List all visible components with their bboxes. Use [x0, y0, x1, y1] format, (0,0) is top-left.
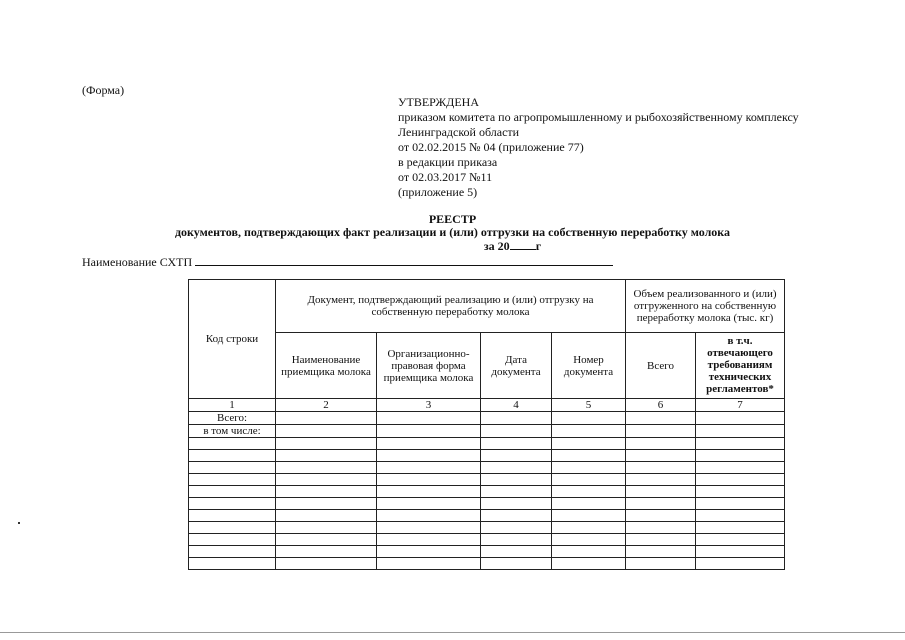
reporting-period: [60, 239, 905, 254]
table-cell[interactable]: [552, 438, 626, 450]
table-cell[interactable]: [552, 450, 626, 462]
table-cell[interactable]: [552, 486, 626, 498]
table-cell[interactable]: [552, 474, 626, 486]
year-blank-field[interactable]: [510, 239, 536, 250]
header-receiver-name: Наименование приемщика молока: [276, 333, 377, 399]
row-code-cell[interactable]: [189, 498, 276, 510]
table-cell[interactable]: [481, 438, 552, 450]
table-row: [189, 462, 785, 474]
table-cell[interactable]: [276, 534, 377, 546]
table-row: [189, 412, 785, 425]
table-cell[interactable]: [276, 450, 377, 462]
table-cell[interactable]: [481, 474, 552, 486]
form-label: (Форма): [82, 83, 125, 97]
table-row: [189, 558, 785, 570]
table-cell[interactable]: [276, 498, 377, 510]
row-code-cell[interactable]: [189, 486, 276, 498]
table-cell[interactable]: [276, 412, 377, 425]
table-cell[interactable]: [626, 412, 696, 425]
header-compliant: в т.ч. отвечающего требованиям технических регламентов*: [696, 333, 785, 399]
table-cell[interactable]: [481, 450, 552, 462]
table-cell[interactable]: [377, 510, 481, 522]
approval-line: от 02.03.2017 №11: [398, 170, 493, 184]
table-cell[interactable]: [626, 486, 696, 498]
table-cell[interactable]: [626, 438, 696, 450]
table-cell[interactable]: [696, 546, 785, 558]
column-number-row: [189, 399, 785, 412]
organization-name-field[interactable]: [195, 254, 613, 266]
table-cell[interactable]: [552, 558, 626, 570]
table-cell[interactable]: [552, 498, 626, 510]
table-row: [189, 498, 785, 510]
table-cell[interactable]: [696, 558, 785, 570]
row-code-cell[interactable]: [189, 474, 276, 486]
table-cell[interactable]: [696, 510, 785, 522]
table-cell[interactable]: [626, 474, 696, 486]
table-cell[interactable]: [276, 438, 377, 450]
table-row: [189, 438, 785, 450]
header-legal-form: Организационно-правовая форма приемщика молока: [377, 333, 481, 399]
table-row: [189, 534, 785, 546]
table-cell[interactable]: [276, 425, 377, 438]
table-cell[interactable]: [696, 534, 785, 546]
column-number: 4: [481, 399, 552, 412]
table-cell[interactable]: [696, 498, 785, 510]
table-cell[interactable]: [377, 522, 481, 534]
table-cell[interactable]: [481, 412, 552, 425]
table-cell[interactable]: [377, 462, 481, 474]
table-row: [189, 450, 785, 462]
registry-table: [188, 279, 785, 570]
period-prefix: за 20: [483, 239, 510, 253]
table-cell[interactable]: [552, 534, 626, 546]
document-title: РЕЕСТР: [428, 212, 477, 226]
approval-block: [398, 95, 799, 200]
table-cell[interactable]: [696, 486, 785, 498]
row-code-cell[interactable]: [189, 558, 276, 570]
approval-line: приказом комитета по агропромышленному и рыбохозяйственному комплексу: [398, 110, 799, 124]
table-cell[interactable]: [626, 510, 696, 522]
table-cell[interactable]: [626, 534, 696, 546]
row-code-cell[interactable]: Всего:: [189, 412, 276, 425]
table-cell[interactable]: [626, 546, 696, 558]
table-cell[interactable]: [377, 558, 481, 570]
row-code-cell[interactable]: [189, 462, 276, 474]
row-code-cell[interactable]: [189, 510, 276, 522]
approval-line: УТВЕРЖДЕНА: [398, 95, 480, 109]
table-cell[interactable]: [377, 474, 481, 486]
table-row: [189, 486, 785, 498]
table-cell[interactable]: [276, 558, 377, 570]
table-cell[interactable]: [696, 412, 785, 425]
table-cell[interactable]: [552, 522, 626, 534]
table-cell[interactable]: [552, 412, 626, 425]
table-cell[interactable]: [276, 522, 377, 534]
column-number: 2: [276, 399, 377, 412]
table-cell[interactable]: [626, 462, 696, 474]
approval-line: от 02.02.2015 № 04 (приложение 77): [398, 140, 584, 154]
table-cell[interactable]: [696, 425, 785, 438]
table-cell[interactable]: [626, 450, 696, 462]
table-row: [189, 510, 785, 522]
table-cell[interactable]: [481, 462, 552, 474]
table-cell[interactable]: [696, 474, 785, 486]
approval-line: Ленинградской области: [398, 125, 520, 139]
row-code-cell[interactable]: [189, 546, 276, 558]
table-cell[interactable]: [696, 522, 785, 534]
table-cell[interactable]: [552, 425, 626, 438]
table-cell[interactable]: [377, 486, 481, 498]
scan-speck: [18, 522, 20, 524]
column-number: 7: [696, 399, 785, 412]
table-cell[interactable]: [481, 534, 552, 546]
table-cell[interactable]: [481, 510, 552, 522]
table-cell[interactable]: [481, 546, 552, 558]
table-cell[interactable]: [696, 450, 785, 462]
header-volume-group: Объем реализованного и (или) отгруженного на собственную переработку молока (тыс. кг): [626, 280, 785, 333]
table-row: [189, 425, 785, 438]
table-cell[interactable]: [276, 462, 377, 474]
table-cell[interactable]: [276, 546, 377, 558]
table-row: [189, 474, 785, 486]
document-subtitle: документов, подтверждающих факт реализации и (или) отгрузки на собственную переработку молока: [174, 225, 731, 239]
approval-line: в редакции приказа: [398, 155, 498, 169]
table-cell[interactable]: [626, 425, 696, 438]
table-cell[interactable]: [552, 462, 626, 474]
column-number: 3: [377, 399, 481, 412]
table-cell[interactable]: [276, 474, 377, 486]
table-cell[interactable]: [377, 450, 481, 462]
row-code-cell[interactable]: [189, 522, 276, 534]
organization-label: Наименование СХТП: [82, 255, 193, 269]
header-row-code: Код строки: [189, 280, 276, 399]
table-cell[interactable]: [626, 498, 696, 510]
page-bottom-rule: [0, 632, 905, 633]
table-cell[interactable]: [626, 522, 696, 534]
table-cell[interactable]: [696, 462, 785, 474]
table-cell[interactable]: [377, 438, 481, 450]
row-code-cell[interactable]: в том числе:: [189, 425, 276, 438]
table-cell[interactable]: [481, 498, 552, 510]
table-cell[interactable]: [276, 510, 377, 522]
table-cell[interactable]: [481, 522, 552, 534]
header-document-date: Дата документа: [481, 333, 552, 399]
column-number: 6: [626, 399, 696, 412]
table-cell[interactable]: [552, 510, 626, 522]
header-total: Всего: [626, 333, 696, 399]
column-number: 1: [189, 399, 276, 412]
approval-line: (приложение 5): [398, 185, 478, 199]
period-suffix: г: [535, 239, 542, 253]
table-cell[interactable]: [552, 546, 626, 558]
table-cell[interactable]: [481, 558, 552, 570]
table-cell[interactable]: [696, 438, 785, 450]
organization-row: [82, 254, 613, 270]
row-code-cell[interactable]: [189, 438, 276, 450]
table-cell[interactable]: [377, 412, 481, 425]
table-cell[interactable]: [481, 425, 552, 438]
table-cell[interactable]: [377, 546, 481, 558]
table-row: [189, 546, 785, 558]
row-code-cell[interactable]: [189, 450, 276, 462]
table-cell[interactable]: [377, 498, 481, 510]
table-cell[interactable]: [481, 486, 552, 498]
header-document-group: Документ, подтверждающий реализацию и (или) отгрузку на собственную переработку молока: [276, 280, 626, 333]
header-document-number: Номер документа: [552, 333, 626, 399]
table-cell[interactable]: [626, 558, 696, 570]
column-number: 5: [552, 399, 626, 412]
row-code-cell[interactable]: [189, 534, 276, 546]
table-cell[interactable]: [377, 534, 481, 546]
table-cell[interactable]: [276, 486, 377, 498]
table-row: [189, 522, 785, 534]
table-cell[interactable]: [377, 425, 481, 438]
